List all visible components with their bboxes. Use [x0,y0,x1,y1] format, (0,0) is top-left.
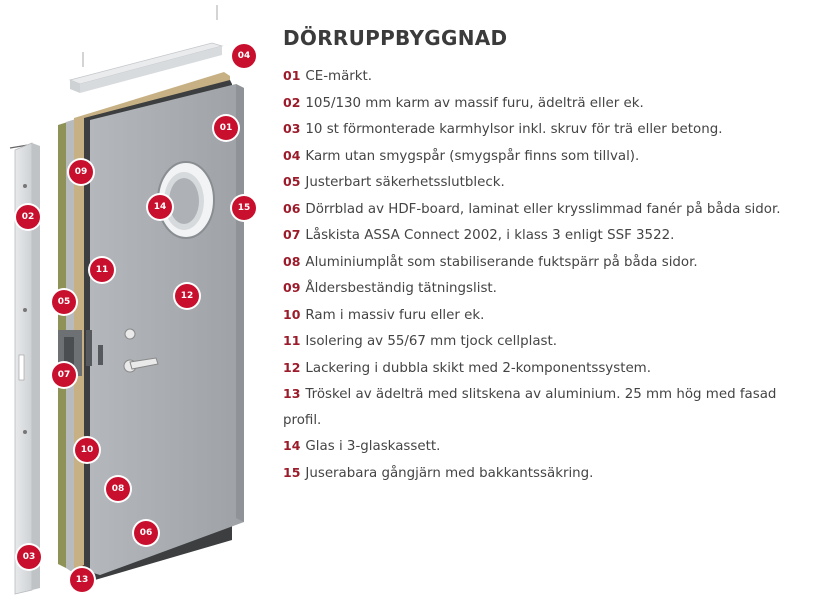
legend-text: 10 st förmonterade karmhylsor inkl. skruv för trä eller betong. [305,122,723,137]
marker-03: 03 [17,545,41,569]
legend-item [283,302,813,329]
legend-item [283,116,813,143]
legend-text: Juserabara gångjärn med bakkantssäkring. [305,465,594,481]
legend-number: 03 [283,121,301,136]
legend-text: Aluminiumplåt som stabiliserande fuktspärr på båda sidor. [305,254,698,270]
legend-text: Tröskel av ädelträ med slitskena av aluminium. 25 mm hög med fasad profil. [283,387,777,428]
legend-item [283,381,813,433]
legend-number: 12 [283,359,301,375]
door-layers [58,72,244,582]
legend-number: 10 [283,306,301,322]
legend-text: Låskista ASSA Connect 2002, i klass 3 enligt SSF 3522. [305,228,675,243]
legend-text: Lackering i dubbla skikt med 2-komponentssystem. [305,360,651,376]
marker-08: 08 [106,477,130,501]
marker-10: 10 [75,438,99,462]
legend-item [283,222,813,249]
legend-number: 01 [283,68,301,83]
legend-number: 09 [283,280,301,295]
legend-text: Isolering av 55/67 mm tjock cellplast. [305,334,558,349]
marker-15: 15 [232,196,256,220]
marker-14: 14 [148,195,172,219]
door-exploded-view [0,0,270,600]
legend-number: 02 [283,94,301,110]
legend-text: Justerbart säkerhetsslutbleck. [305,175,505,190]
marker-11: 11 [90,258,114,282]
legend-text: Ram i massiv furu eller ek. [305,307,485,323]
legend-number: 06 [283,200,301,216]
marker-01: 01 [214,116,238,140]
legend-item [283,196,813,223]
marker-12: 12 [175,284,199,308]
legend-text: Åldersbeständig tätningslist. [305,281,497,296]
legend-number: 13 [283,386,301,401]
legend-number: 11 [283,333,301,348]
legend-item [283,275,813,302]
legend-item [283,169,813,196]
legend-text: Karm utan smygspår (smygspår finns som tillval). [305,148,640,164]
legend-text: Dörrblad av HDF-board, laminat eller krysslimmad fanér på båda sidor. [305,201,781,217]
legend-item [283,433,813,460]
legend-item [283,249,813,276]
legend-text: CE-märkt. [305,69,373,84]
page-title: DÖRRUPPBYGGNAD [283,26,508,50]
legend-item [283,63,813,90]
marker-13: 13 [70,568,94,592]
marker-07: 07 [52,363,76,387]
legend-number: 08 [283,253,301,269]
marker-04: 04 [232,44,256,68]
legend-item [283,143,813,170]
legend-item [283,460,813,487]
legend-text: Glas i 3-glaskassett. [305,439,441,454]
legend-number: 14 [283,438,301,453]
legend-number: 07 [283,227,301,242]
legend-number: 04 [283,147,301,163]
marker-06: 06 [134,521,158,545]
marker-05: 05 [52,290,76,314]
legend-number: 05 [283,174,301,189]
legend-item [283,355,813,382]
legend-number: 15 [283,464,301,480]
legend-item [283,328,813,355]
legend-text: 105/130 mm karm av massif furu, ädelträ eller ek. [305,95,644,111]
legend-item [283,90,813,117]
component-legend [283,63,813,486]
marker-02: 02 [16,205,40,229]
marker-09: 09 [69,160,93,184]
